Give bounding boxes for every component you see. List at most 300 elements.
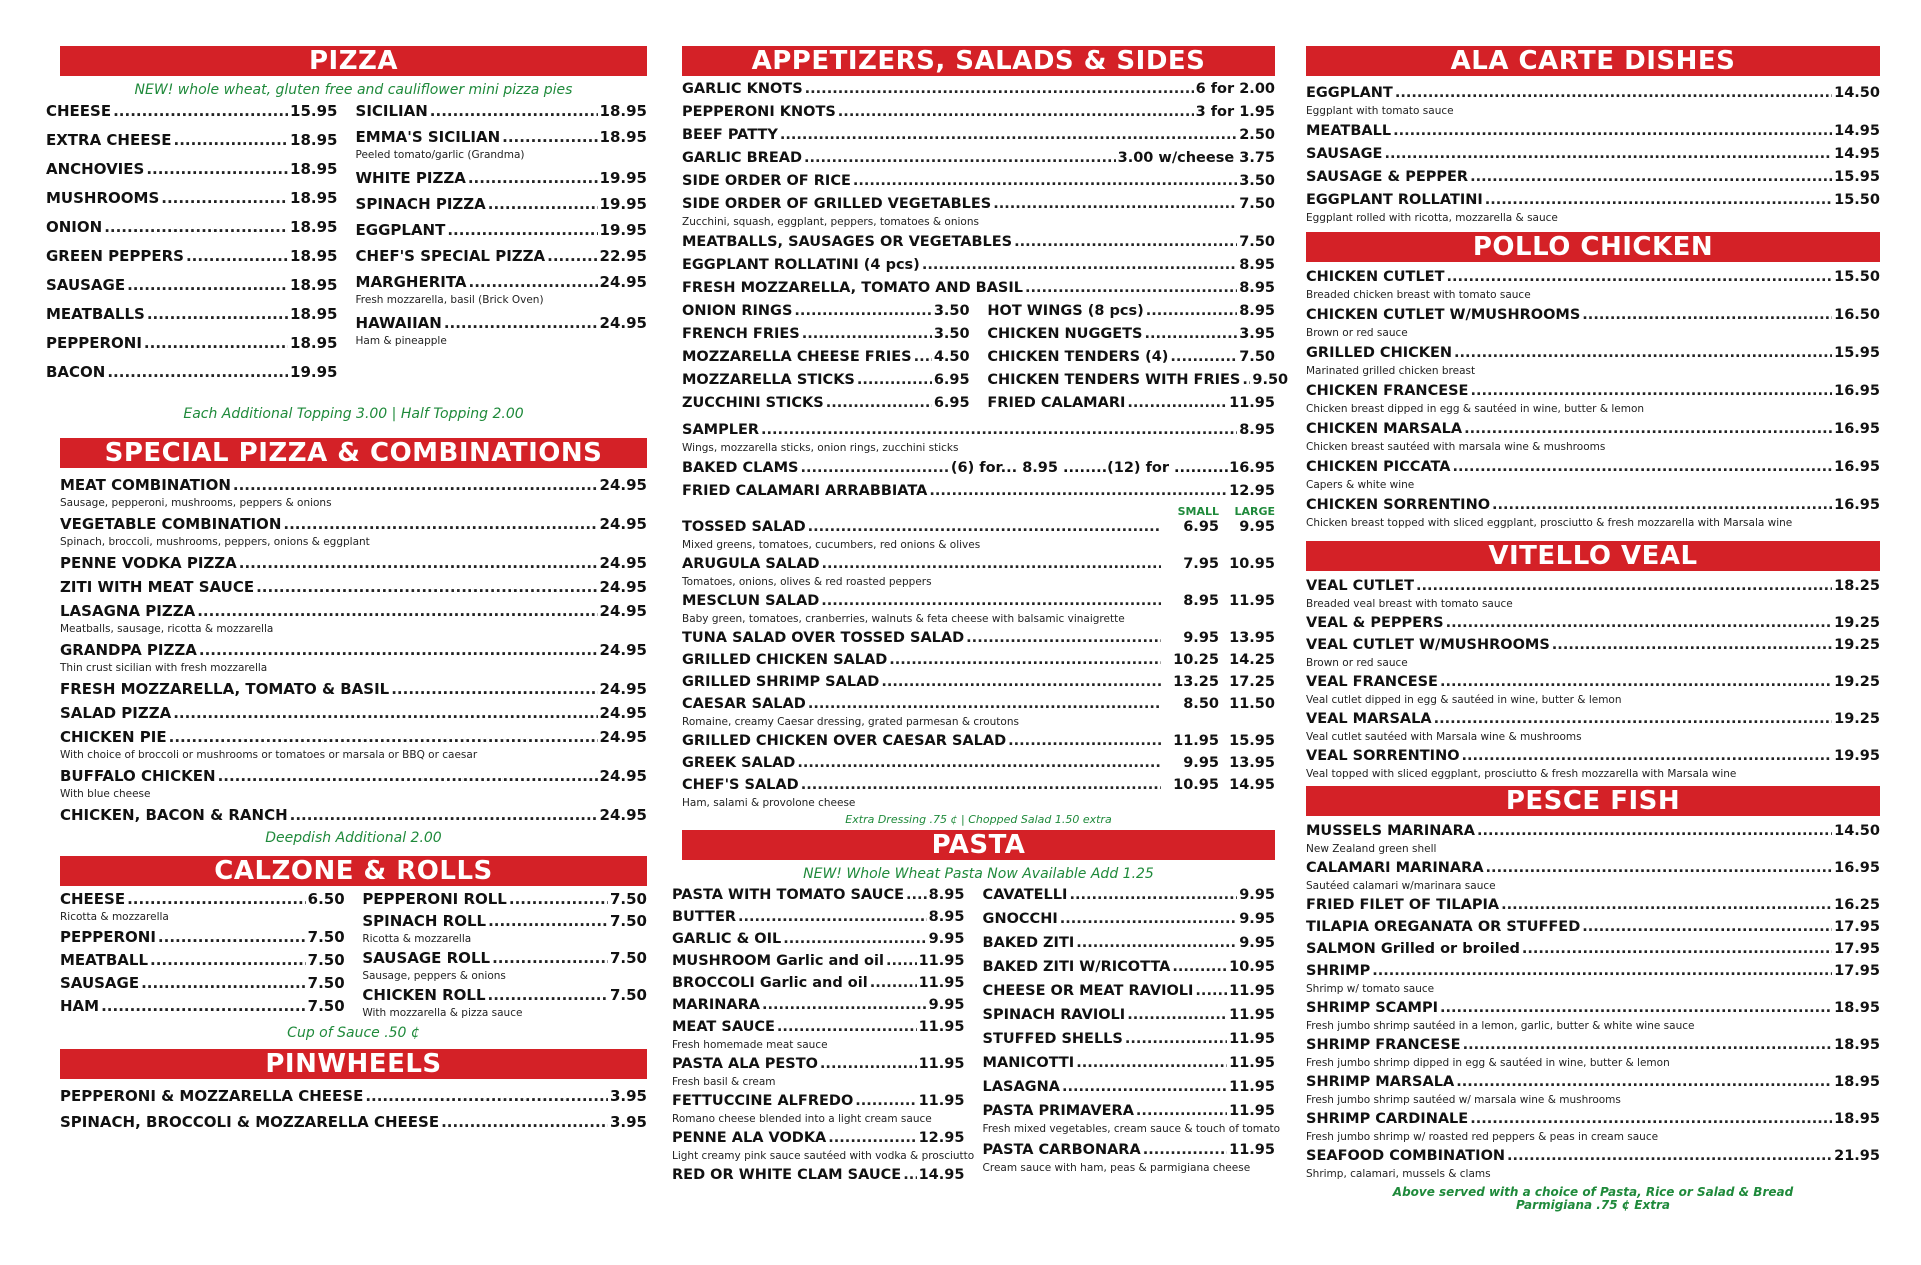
item-price: 15.50 (1834, 192, 1880, 208)
menu-item-row (672, 908, 964, 926)
appetizers-section (682, 46, 1289, 826)
dot-leader (1136, 1102, 1227, 1120)
item-price: 24.95 (599, 728, 647, 746)
item-price: 11.95 (1229, 1079, 1275, 1095)
item-price: 18.95 (290, 276, 338, 294)
menu-item (983, 982, 1275, 1000)
menu-item-row (1306, 1147, 1880, 1165)
menu-item (46, 131, 337, 149)
menu-item (682, 776, 1275, 809)
dot-leader (889, 651, 1161, 669)
menu-item-row (356, 273, 647, 291)
item-price: 11.95 (918, 953, 965, 969)
dot-leader (1485, 191, 1832, 209)
dot-leader (1172, 958, 1227, 976)
item-description: Chicken breast dipped in egg & sautéed in wine, butter & lemon (1306, 403, 1645, 415)
item-description: Spinach, broccoli, mushrooms, peppers, onions & eggplant (60, 536, 370, 548)
veal-list (1306, 577, 1880, 780)
item-description: Cream sauce with ham, peas & parmigiana cheese (982, 1162, 1251, 1174)
menu-item (983, 1054, 1275, 1072)
item-price: 12.95 (1229, 483, 1275, 499)
item-price: 18.95 (290, 189, 338, 207)
pasta-banner: PASTA (682, 830, 1275, 860)
item-description: Fresh jumbo shrimp sautéed in a lemon, garlic, butter & white wine sauce (1306, 1020, 1695, 1032)
item-name: MARINARA (672, 997, 760, 1013)
item-name: PASTA ALA PESTO (672, 1056, 818, 1072)
dot-leader (441, 1113, 608, 1131)
item-description: Sautéed calamari w/marinara sauce (1306, 880, 1496, 892)
dot-leader (1416, 577, 1832, 595)
menu-item-row (1306, 122, 1880, 140)
sauce-note: Cup of Sauce .50 ¢ (287, 1025, 420, 1041)
dot-leader (127, 276, 288, 294)
menu-item (362, 912, 647, 945)
item-price: 19.25 (1834, 637, 1880, 653)
menu-item-row (1306, 636, 1880, 654)
item-price-large: 14.25 (1229, 652, 1275, 668)
menu-item-row (987, 394, 1275, 412)
item-description: Meatballs, sausage, ricotta & mozzarella (60, 623, 274, 635)
item-name: GREEN PEPPERS (46, 247, 184, 265)
dot-leader (547, 247, 597, 265)
dot-leader (197, 602, 597, 620)
menu-item (982, 1102, 1281, 1135)
menu-item (983, 886, 1275, 904)
item-price: 7.50 (307, 997, 345, 1015)
menu-item (362, 890, 647, 908)
item-name: FRESH MOZZARELLA, TOMATO AND BASIL (682, 280, 1024, 296)
item-name: VEAL FRANCESE (1306, 674, 1438, 690)
menu-item (60, 476, 647, 509)
item-name: PEPPERONI (60, 928, 156, 946)
dot-leader (1454, 344, 1832, 362)
item-price: 10.95 (1229, 959, 1275, 975)
item-name: SAUSAGE (1306, 146, 1383, 162)
item-price: 21.95 (1834, 1148, 1880, 1164)
item-price: 11.95 (1229, 1031, 1275, 1047)
calzone-section (60, 856, 647, 1041)
item-name: MEAT COMBINATION (60, 476, 231, 494)
menu-item-row (60, 1113, 647, 1131)
item-name: GREEK SALAD (682, 755, 796, 771)
item-name: VEGETABLE COMBINATION (60, 515, 282, 533)
item-price-small: 8.95 (1183, 593, 1219, 609)
menu-item (682, 195, 1275, 228)
menu-item (46, 363, 337, 381)
menu-item (60, 515, 647, 548)
dot-leader (158, 928, 306, 946)
item-price: 14.95 (1834, 146, 1880, 162)
item-name: VEAL SORRENTINO (1306, 748, 1460, 764)
item-name: FRIED CALAMARI (987, 395, 1126, 411)
dot-leader (1069, 886, 1237, 904)
menu-item-row (60, 641, 647, 659)
menu-item-row (1306, 1073, 1880, 1091)
menu-item (1306, 306, 1880, 339)
item-description: Romaine, creamy Caesar dressing, grated parmesan & croutons (682, 716, 1019, 728)
dot-leader (1456, 1073, 1832, 1091)
dot-leader (1395, 84, 1832, 102)
item-price: 24.95 (599, 704, 647, 722)
item-name: EGGPLANT ROLLATINI (1306, 192, 1483, 208)
pasta-section (672, 830, 1281, 1188)
dot-leader (233, 476, 598, 494)
item-name: CHICKEN ROLL (362, 986, 486, 1004)
item-price: 16.95 (1834, 497, 1880, 513)
menu-item (682, 673, 1275, 691)
menu-item (46, 102, 337, 120)
menu-item (1306, 1073, 1880, 1106)
menu-item-row (682, 195, 1275, 213)
item-name: CHICKEN TENDERS WITH FRIES (987, 372, 1241, 388)
menu-item-row (682, 673, 1275, 691)
menu-item-row (1306, 168, 1880, 186)
menu-item (60, 1113, 647, 1131)
menu-item-row (1306, 999, 1880, 1017)
item-price: 17.95 (1834, 963, 1880, 979)
menu-item-row (1306, 673, 1880, 691)
menu-item (60, 728, 647, 761)
dot-leader (283, 515, 597, 533)
veal-section (1306, 541, 1880, 780)
menu-item (987, 302, 1275, 320)
menu-item-row (682, 518, 1275, 536)
veal-banner: VITELLO VEAL (1306, 541, 1880, 571)
item-name: LASAGNA PIZZA (60, 602, 196, 620)
item-description: Ricotta & mozzarella (60, 911, 169, 923)
menu-item (60, 767, 647, 800)
item-price: 16.50 (1834, 307, 1880, 323)
item-price: 15.95 (290, 102, 338, 120)
menu-item-row (1306, 306, 1880, 324)
item-name: EGGPLANT (1306, 85, 1393, 101)
item-name: PEPPERONI ROLL (362, 890, 507, 908)
menu-item-row (1306, 1110, 1880, 1128)
dot-leader (1242, 371, 1250, 389)
dot-leader (173, 704, 597, 722)
special-list (60, 476, 647, 824)
menu-item (60, 974, 345, 992)
item-name: SPINACH, BROCCOLI & MOZZARELLA CHEESE (60, 1113, 440, 1131)
deepdish-note: Deepdish Additional 2.00 (265, 830, 442, 846)
dot-leader (1146, 302, 1237, 320)
item-name: BEEF PATTY (682, 127, 778, 143)
menu-item-row (356, 169, 647, 187)
menu-item (60, 1087, 647, 1105)
dot-leader (808, 518, 1161, 536)
dot-leader (881, 673, 1161, 691)
menu-item (987, 371, 1289, 389)
menu-item (1306, 84, 1880, 117)
menu-item (1306, 859, 1880, 892)
menu-item-row (46, 247, 337, 265)
menu-item-row (672, 886, 964, 904)
menu-item (356, 128, 647, 161)
menu-item-row (1306, 896, 1880, 914)
item-name: CHICKEN CUTLET W/MUSHROOMS (1306, 307, 1581, 323)
menu-item-row (983, 886, 1275, 904)
menu-item (1306, 1147, 1880, 1180)
salad-list (682, 518, 1275, 809)
item-price: 3.50 (933, 326, 970, 342)
menu-item (356, 195, 647, 213)
item-name: FRENCH FRIES (682, 326, 800, 342)
item-description: Shrimp w/ tomato sauce (1306, 983, 1435, 995)
item-name: ZITI WITH MEAT SAUCE (60, 578, 255, 596)
menu-item-row (60, 974, 345, 992)
menu-item (1306, 636, 1880, 669)
menu-item (1306, 496, 1880, 529)
dot-leader (391, 680, 597, 698)
dot-leader (150, 951, 306, 969)
menu-item (1306, 999, 1880, 1032)
item-name: CAVATELLI (982, 887, 1068, 903)
dot-leader (502, 128, 597, 146)
menu-item-row (362, 949, 647, 967)
menu-item (672, 886, 964, 904)
pasta-left-list (672, 886, 975, 1188)
item-name: VEAL CUTLET (1306, 578, 1414, 594)
item-name: MEAT SAUCE (672, 1019, 775, 1035)
item-price: 14.50 (1834, 823, 1880, 839)
menu-item-row (362, 912, 647, 930)
menu-item (362, 949, 647, 982)
dot-leader (1025, 279, 1237, 297)
item-name: GRILLED SHRIMP SALAD (682, 674, 880, 690)
item-name: WHITE PIZZA (355, 169, 466, 187)
menu-item-row (46, 102, 337, 120)
dot-leader (1170, 348, 1237, 366)
item-name: GRANDPA PIZZA (60, 641, 197, 659)
menu-item-row (1306, 268, 1880, 286)
item-price: 18.95 (1834, 1074, 1880, 1090)
item-name: BACON (46, 363, 106, 381)
chicken-banner: POLLO CHICKEN (1306, 232, 1880, 262)
menu-item (60, 641, 647, 674)
dot-leader (777, 1018, 917, 1036)
dot-leader (1492, 496, 1832, 514)
item-name: MARGHERITA (355, 273, 467, 291)
menu-item (46, 189, 337, 207)
menu-item-row (682, 754, 1275, 772)
menu-item (1306, 458, 1880, 491)
item-name: LASAGNA (982, 1079, 1060, 1095)
menu-item-row (682, 256, 1275, 274)
menu-item (983, 1078, 1275, 1096)
menu-item (983, 1141, 1275, 1174)
item-description: Thin crust sicilian with fresh mozzarella (60, 662, 268, 674)
item-price-large: 15.95 (1229, 733, 1275, 749)
item-description: Peeled tomato/garlic (Grandma) (355, 149, 525, 161)
item-name: SPINACH RAVIOLI (982, 1007, 1126, 1023)
item-description: Fresh jumbo shrimp sautéed w/ marsala wine & mushrooms (1306, 1094, 1621, 1106)
item-price: 17.95 (1834, 941, 1880, 957)
item-description: Wings, mozzarella sticks, onion rings, zucchini sticks (682, 442, 959, 454)
menu-item (356, 314, 647, 347)
menu-item-row (46, 305, 337, 323)
menu-item (672, 930, 964, 948)
item-price: 19.95 (599, 195, 647, 213)
menu-item (983, 910, 1275, 928)
item-price: 24.95 (599, 515, 647, 533)
menu-item-row (60, 928, 345, 946)
item-price: 24.95 (599, 273, 647, 291)
item-description: Ham & pineapple (355, 335, 447, 347)
menu-item-row (672, 952, 964, 970)
pasta-right-list (982, 886, 1281, 1188)
menu-item-row (1306, 577, 1880, 595)
item-price-large: 13.95 (1229, 630, 1275, 646)
item-price: 14.95 (1834, 123, 1880, 139)
item-description: Baby green, tomatoes, cranberries, walnuts & feta cheese with balsamic vinaigrette (682, 613, 1125, 625)
menu-item-row (983, 958, 1275, 976)
menu-item (60, 951, 345, 969)
dot-leader (488, 195, 598, 213)
menu-item-row (1306, 1036, 1880, 1054)
menu-item (682, 325, 970, 343)
menu-item (682, 80, 1275, 98)
dot-leader (492, 949, 608, 967)
dot-leader (1145, 325, 1238, 343)
item-price: 18.95 (1834, 1000, 1880, 1016)
menu-item (356, 221, 647, 239)
menu-item-row (672, 1166, 964, 1184)
menu-item-row (983, 1141, 1275, 1159)
dot-leader (1127, 394, 1227, 412)
item-price: 11.95 (1229, 983, 1275, 999)
menu-item-row (60, 728, 647, 746)
menu-item (60, 680, 647, 698)
dot-leader (1060, 910, 1237, 928)
column-middle (672, 46, 1289, 1188)
menu-item-row (1306, 191, 1880, 209)
item-description: Shrimp, calamari, mussels & clams (1306, 1168, 1491, 1180)
item-price-large: 10.95 (1229, 556, 1275, 572)
item-price: 15.95 (1834, 169, 1880, 185)
item-price: 11.95 (1229, 395, 1275, 411)
pizza-banner: PIZZA (60, 46, 647, 76)
pinwheels-section (60, 1049, 647, 1131)
item-name: VEAL CUTLET W/MUSHROOMS (1306, 637, 1550, 653)
item-description: Fresh jumbo shrimp w/ roasted red peppers & peas in cream sauce (1306, 1131, 1659, 1143)
menu-item (987, 394, 1275, 412)
item-name: SPINACH PIZZA (355, 195, 486, 213)
item-description: Fresh mozzarella, basil (Brick Oven) (355, 294, 544, 306)
item-name: SALMON Grilled or broiled (1306, 941, 1520, 957)
dot-leader (838, 103, 1194, 121)
item-price-small: 6.95 (1183, 519, 1219, 535)
menu-item-row (983, 1054, 1275, 1072)
item-price: 18.95 (599, 128, 647, 146)
pasta-note: NEW! Whole Wheat Pasta Now Available Add 1.25 (803, 866, 1154, 882)
item-name: MEATBALLS (46, 305, 145, 323)
item-description: Ricotta & mozzarella (362, 933, 472, 945)
item-description: Breaded veal breast with tomato sauce (1306, 598, 1513, 610)
menu-item (682, 233, 1275, 251)
menu-item (682, 592, 1275, 625)
item-price: 18.95 (290, 247, 338, 265)
item-price: 11.95 (918, 1056, 965, 1072)
dot-leader (1125, 1030, 1227, 1048)
dot-leader (1008, 732, 1161, 750)
dot-leader (1582, 918, 1832, 936)
item-price-small: 7.95 (1183, 556, 1219, 572)
menu-item-row (682, 421, 1275, 439)
pizza-right-list (356, 102, 647, 392)
dot-leader (365, 1087, 608, 1105)
dot-leader (239, 554, 598, 572)
item-name: CHICKEN NUGGETS (987, 326, 1143, 342)
item-name: CHEESE (60, 890, 126, 908)
menu-item-row (60, 997, 345, 1015)
item-description: With blue cheese (60, 788, 151, 800)
dot-leader (762, 996, 927, 1014)
menu-item-row (60, 515, 647, 533)
menu-item-row (46, 160, 337, 178)
menu-item-row (46, 334, 337, 352)
item-name: ZUCCHINI STICKS (682, 395, 824, 411)
menu-item-row (672, 930, 964, 948)
item-price: 7.50 (609, 912, 647, 930)
menu-item-row (682, 651, 1275, 669)
menu-item (682, 695, 1275, 728)
menu-item-row (682, 325, 970, 343)
menu-item-row (1306, 822, 1880, 840)
dot-leader (468, 169, 598, 187)
menu-item-row (672, 1018, 964, 1036)
item-name: SHRIMP FRANCESE (1306, 1037, 1461, 1053)
item-name: BAKED ZITI (982, 935, 1075, 951)
fish-list (1306, 822, 1880, 1180)
item-price: 16.25 (1834, 897, 1880, 913)
menu-item (46, 334, 337, 352)
menu-item-row (1306, 344, 1880, 362)
item-price: 8.95 (928, 909, 965, 925)
menu-item-row (356, 314, 647, 332)
item-price: 19.95 (290, 363, 338, 381)
menu-item-row (60, 578, 647, 596)
dot-leader (857, 371, 932, 389)
item-name: CHICKEN MARSALA (1306, 421, 1463, 437)
menu-item-row (983, 982, 1275, 1000)
item-price: 11.95 (1229, 1103, 1275, 1119)
item-name: PEPPERONI KNOTS (682, 104, 836, 120)
item-name: PEPPERONI & MOZZARELLA CHEESE (60, 1087, 364, 1105)
item-price: 7.50 (1239, 196, 1275, 212)
menu-item (46, 305, 337, 323)
menu-item (682, 518, 1275, 551)
dot-leader (147, 305, 288, 323)
item-price: 7.50 (1239, 234, 1275, 250)
menu-item (1306, 145, 1880, 163)
menu-item (356, 169, 647, 187)
dot-leader (256, 578, 597, 596)
menu-item-row (672, 1129, 964, 1147)
dot-leader (808, 695, 1161, 713)
dot-leader (828, 1129, 916, 1147)
menu-item-row (983, 910, 1275, 928)
menu-item (682, 103, 1275, 121)
item-name: MOZZARELLA CHEESE FRIES (682, 349, 912, 365)
item-name: ONION RINGS (682, 303, 793, 319)
menu-item-row (983, 1102, 1275, 1120)
item-price: 19.95 (599, 169, 647, 187)
dot-leader (1453, 458, 1833, 476)
dot-leader (801, 776, 1161, 794)
item-price-large: 17.25 (1229, 674, 1275, 690)
item-name: SALAD PIZZA (60, 704, 172, 722)
item-description: Romano cheese blended into a light cream sauce (672, 1113, 932, 1125)
